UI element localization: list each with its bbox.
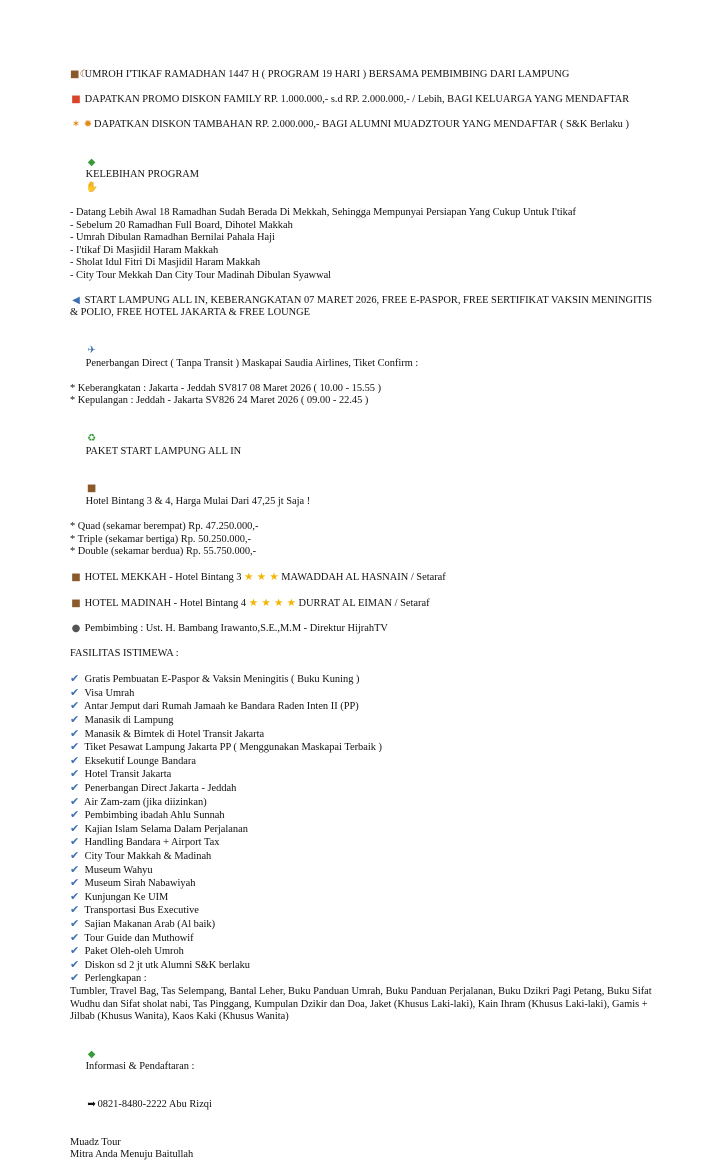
gift-icon: ■	[71, 93, 81, 105]
list-item	[70, 932, 660, 946]
list-item-text: City Tour Makkah & Madinah	[84, 850, 212, 862]
check-icon: ✔	[70, 957, 80, 971]
check-icon: ✔	[70, 685, 80, 699]
promo-alumni-text: DAPATKAN DISKON TAMBAHAN RP. 2.000.000,- BAGI ALUMNI MUADZTOUR YANG MENDAFTAR ( S&K Berlaku )	[94, 118, 629, 130]
microphone-icon: ●	[71, 623, 81, 635]
list-item-text: Museum Wahyu	[84, 864, 153, 876]
list-item-text: Transportasi Bus Executive	[84, 905, 199, 917]
list-item	[70, 877, 660, 891]
list-item: - City Tour Mekkah Dan City Tour Madinah Dibulan Syawwal	[70, 269, 332, 281]
info-section	[70, 1036, 660, 1124]
star-rating: ★ ★ ★ ★	[248, 597, 296, 610]
hotel-icon: ■	[71, 572, 81, 584]
list-item	[70, 823, 660, 837]
company-name: Muadz Tour	[70, 1136, 121, 1148]
list-item-text: Hotel Transit Jakarta	[84, 769, 172, 781]
check-icon: ✔	[70, 876, 80, 890]
promo-family-text: DAPATKAN PROMO DISKON FAMILY RP. 1.000.000,- s.d RP. 2.000.000,- / Lebih, BAGI KELUARGA YANG MENDAFTAR	[84, 93, 630, 105]
phone-arrow-icon: ➡	[87, 1099, 96, 1111]
list-item-text: Tour Guide dan Muthowif	[84, 932, 194, 944]
kelebihan-heading: KELEBIHAN PROGRAM	[85, 169, 200, 181]
check-icon: ✔	[70, 903, 80, 917]
tag-boom-icon: ✶	[71, 118, 81, 130]
hotel-icon: ■	[86, 483, 97, 495]
hotel-madinah-label: HOTEL MADINAH - Hotel Bintang 4	[84, 598, 247, 610]
list-item	[70, 796, 660, 810]
list-item	[70, 768, 660, 782]
list-item: - Datang Lebih Awal 18 Ramadhan Sudah Berada Di Mekkah, Sehingga Mempunyai Persiapan Yang Cukup Untuk I'tikaf	[70, 206, 576, 218]
flight-section	[70, 332, 660, 408]
kelebihan-heading-line	[70, 144, 660, 207]
list-item-text: Museum Sirah Nabawiyah	[84, 878, 196, 890]
flight-depart: * Keberangkatan : Jakarta - Jeddah SV817 08 Maret 2026 ( 10.00 - 15.55 )	[70, 382, 382, 394]
hotel-madinah	[70, 597, 660, 611]
hotel-mekkah-label: HOTEL MEKKAH - Hotel Bintang 3	[84, 572, 242, 584]
promo-alumni	[70, 119, 660, 132]
list-item-text: Handling Bandara + Airport Tax	[84, 837, 220, 849]
check-icon: ✔	[70, 930, 80, 944]
check-icon: ✔	[70, 848, 80, 862]
check-icon: ✔	[70, 835, 80, 849]
pembimbing-line	[70, 623, 660, 636]
list-item	[70, 836, 660, 850]
list-item	[70, 782, 660, 796]
recycle-icon: ♻	[87, 433, 97, 444]
info-heading-line	[70, 1036, 660, 1086]
info-heading: Informasi & Pendaftaran :	[85, 1061, 195, 1073]
kelebihan-section	[70, 144, 660, 283]
footer	[70, 1137, 660, 1162]
list-item	[70, 864, 660, 878]
promo-family	[70, 94, 660, 107]
kaaba-moon-icon: ■☾	[70, 69, 89, 80]
check-icon: ✔	[70, 781, 80, 795]
list-item	[70, 959, 660, 973]
fasilitas-heading: FASILITAS ISTIMEWA :	[70, 648, 179, 660]
document-body	[70, 69, 660, 1174]
list-item-text: Manasik & Bimtek di Hotel Transit Jakarta	[84, 728, 265, 740]
paket-heading: PAKET START LAMPUNG ALL IN	[85, 445, 242, 457]
check-icon: ✔	[70, 821, 80, 835]
list-item	[70, 728, 660, 742]
list-item-text: Sajian Makanan Arab (Al baik)	[84, 918, 216, 930]
list-item	[70, 891, 660, 905]
check-icon: ✔	[70, 794, 80, 808]
list-item: - Sebelum 20 Ramadhan Full Board, Dihotel Makkah	[70, 219, 293, 231]
list-item-text: Tiket Pesawat Lampung Jakarta PP ( Menggunakan Maskapai Terbaik )	[84, 742, 382, 754]
beginner-badge-icon: ◆	[87, 1048, 96, 1060]
thumbs-up-icon: ✋	[85, 181, 99, 193]
paket-section	[70, 420, 660, 559]
list-item-text: Perlengkapan :	[84, 973, 147, 985]
list-item	[70, 700, 660, 714]
list-item	[70, 755, 660, 769]
list-item-text: Penerbangan Direct Jakarta - Jeddah	[84, 783, 237, 795]
list-item-text: Visa Umrah	[84, 687, 135, 699]
flight-heading-line	[70, 332, 660, 382]
paket-sub-line	[70, 471, 660, 521]
list-item	[70, 918, 660, 932]
check-icon: ✔	[70, 944, 80, 958]
paket-heading-line	[70, 420, 660, 470]
check-icon: ✔	[70, 672, 80, 686]
phone-line	[70, 1086, 660, 1124]
list-item-text: Gratis Pembuatan E-Paspor & Vaksin Meningitis ( Buku Kuning )	[84, 674, 360, 686]
check-icon: ✔	[70, 862, 80, 876]
check-icon: ✔	[70, 713, 80, 727]
start-section	[70, 295, 660, 320]
check-icon: ✔	[70, 753, 80, 767]
hotel-mekkah	[70, 571, 660, 585]
list-item-text: Paket Oleh-oleh Umroh	[84, 946, 184, 958]
list-item	[70, 972, 660, 986]
boom-icon: ✹	[83, 118, 93, 130]
list-item-text: Kunjungan Ke UIM	[84, 891, 169, 903]
airplane-icon: ✈	[87, 345, 96, 357]
list-item-text: Manasik di Lampung	[84, 715, 174, 727]
check-icon: ✔	[70, 699, 80, 713]
list-item-text: Eksekutif Lounge Bandara	[84, 755, 196, 767]
list-item: - Sholat Idul Fitri Di Masjidil Haram Makkah	[70, 257, 261, 269]
check-icon: ✔	[70, 726, 80, 740]
check-icon: ✔	[70, 808, 80, 822]
list-item	[70, 673, 660, 687]
flight-heading: Penerbangan Direct ( Tanpa Transit ) Maskapai Saudia Airlines, Tiket Confirm :	[85, 357, 419, 369]
price-item: * Double (sekamar berdua) Rp. 55.750.000,-	[70, 546, 257, 558]
list-item: - Umrah Dibulan Ramadhan Bernilai Pahala Haji	[70, 232, 275, 244]
list-item	[70, 904, 660, 918]
list-item	[70, 714, 660, 728]
title-line	[70, 69, 660, 82]
speaker-icon: ◀	[72, 294, 80, 306]
list-item	[70, 850, 660, 864]
check-icon: ✔	[70, 767, 80, 781]
list-item-text: Diskon sd 2 jt utk Alumni S&K berlaku	[84, 959, 250, 971]
beginner-badge-icon: ◆	[87, 156, 96, 168]
list-item-text: Air Zam-zam (jika diizinkan)	[84, 796, 207, 808]
phone-text: 0821-8480-2222 Abu Rizqi	[97, 1099, 212, 1111]
list-item-text: Pembimbing ibadah Ahlu Sunnah	[84, 810, 225, 822]
fasilitas-list	[70, 673, 660, 1023]
list-item	[70, 945, 660, 959]
perlengkapan-text: Tumbler, Travel Bag, Tas Selempang, Bantal Leher, Buku Panduan Umrah, Buku Panduan Perjalanan, Buku Dzikri Pagi Petang, Buku Sifat Wudhu dan Sifat sholat nabi, Tas Pinggang, Kumpulan Dzikir dan Doa, Jaket (Khusus Laki-laki), Kain Ihram (Khusus Laki-laki), Gamis + Jilbab (Khusus Wanita), Kaos Kaki (Khusus Wanita)	[70, 985, 655, 1023]
hotel-icon: ■	[71, 598, 81, 610]
price-item: * Quad (sekamar berempat) Rp. 47.250.000,-	[70, 521, 259, 533]
list-item-text: Antar Jemput dari Rumah Jamaah ke Bandara Raden Inten II (PP)	[84, 701, 359, 713]
list-item-text: Kajian Islam Selama Dalam Perjalanan	[84, 823, 248, 835]
list-item	[70, 687, 660, 701]
check-icon: ✔	[70, 971, 80, 985]
price-item: * Triple (sekamar bertiga) Rp. 50.250.000,-	[70, 533, 251, 545]
list-item	[70, 741, 660, 755]
company-tagline: Mitra Anda Menuju Baitullah	[70, 1149, 194, 1161]
flight-return: * Kepulangan : Jeddah - Jakarta SV826 24 Maret 2026 ( 09.00 - 22.45 )	[70, 395, 369, 407]
hotel-madinah-name: DURRAT AL EIMAN / Setaraf	[298, 598, 430, 610]
list-item: - I'tikaf Di Masjidil Haram Makkah	[70, 244, 219, 256]
list-item	[70, 809, 660, 823]
pembimbing-text: Pembimbing : Ust. H. Bambang Irawanto,S.E.,M.M - Direktur HijrahTV	[84, 623, 388, 635]
title-text: UMROH I'TIKAF RAMADHAN 1447 H ( PROGRAM 19 HARI ) BERSAMA PEMBIMBING DARI LAMPUNG	[84, 69, 570, 80]
hotel-mekkah-name: MAWADDAH AL HASNAIN / Setaraf	[281, 572, 446, 584]
start-text: START LAMPUNG ALL IN, KEBERANGKATAN 07 MARET 2026, FREE E-PASPOR, FREE SERTIFIKAT VAKSIN MENINGITIS & POLIO, FREE HOTEL JAKARTA & FREE LOUNGE	[70, 294, 653, 319]
star-rating: ★ ★ ★	[244, 571, 279, 584]
check-icon: ✔	[70, 916, 80, 930]
paket-sub: Hotel Bintang 3 & 4, Harga Mulai Dari 47,25 jt Saja !	[85, 495, 311, 507]
check-icon: ✔	[70, 740, 80, 754]
check-icon: ✔	[70, 889, 80, 903]
